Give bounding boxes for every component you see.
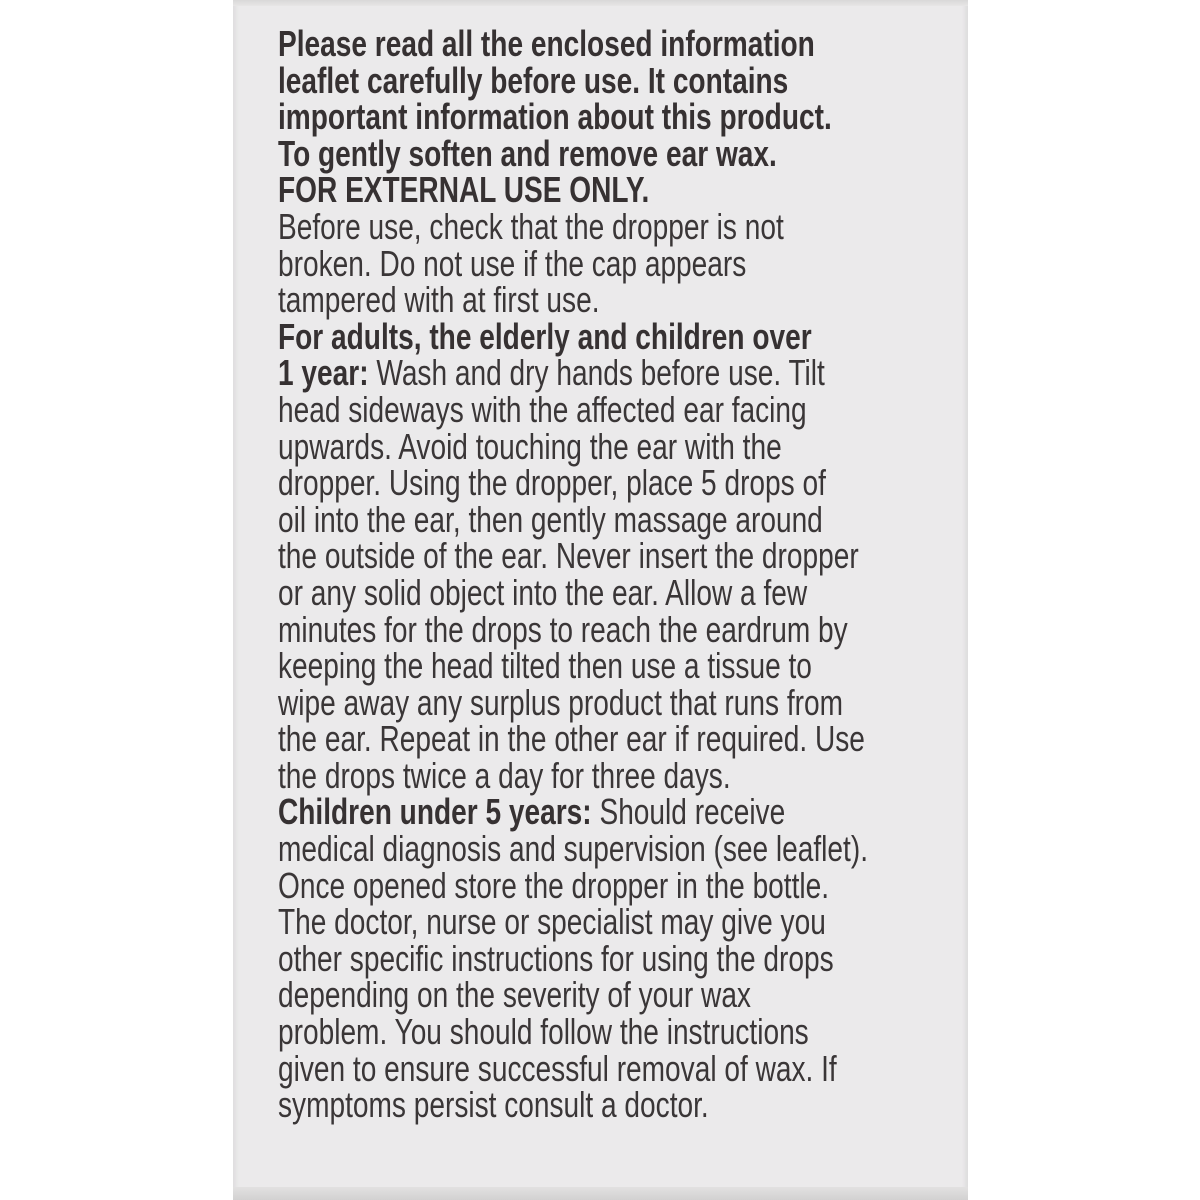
text-segment: wipe away any surplus product that runs from xyxy=(278,681,843,723)
text-segment: oil into the ear, then gently massage around xyxy=(278,498,823,540)
text-segment: other specific instructions for using the drops xyxy=(278,937,834,979)
text-line xyxy=(278,974,941,1016)
text-line xyxy=(278,96,941,138)
text-line xyxy=(278,279,941,321)
text-line xyxy=(278,462,941,504)
text-line xyxy=(278,791,941,833)
text-segment: depending on the severity of your wax xyxy=(278,974,751,1016)
text-line xyxy=(278,352,941,394)
panel-bottom-edge xyxy=(233,1187,968,1200)
bold-text-segment: leaflet carefully before use. It contains xyxy=(278,59,789,101)
text-line xyxy=(278,59,941,101)
text-line xyxy=(278,937,941,979)
text-line xyxy=(278,754,941,796)
text-line xyxy=(278,645,941,687)
text-segment: Once opened store the dropper in the bottle. xyxy=(278,864,830,906)
text-line xyxy=(278,1084,941,1126)
text-segment: broken. Do not use if the cap appears xyxy=(278,242,747,284)
package-information-panel xyxy=(233,0,968,1200)
text-segment: symptoms persist consult a doctor. xyxy=(278,1084,709,1126)
text-line xyxy=(278,681,941,723)
text-segment: medical diagnosis and supervision (see leaflet). xyxy=(278,828,868,870)
text-segment: keeping the head tilted then use a tissue to xyxy=(278,645,812,687)
text-line xyxy=(278,23,941,64)
text-segment: problem. You should follow the instructions xyxy=(278,1011,809,1053)
text-segment: The doctor, nurse or specialist may give you xyxy=(278,901,826,943)
text-segment: Before use, check that the dropper is not xyxy=(278,205,784,247)
text-line xyxy=(278,315,941,357)
text-line xyxy=(278,498,941,540)
text-line xyxy=(278,535,941,577)
text-line xyxy=(278,608,941,650)
text-line xyxy=(278,132,941,174)
text-line xyxy=(278,901,941,943)
bold-text-segment: Children under 5 years: xyxy=(278,791,592,833)
text-segment: Should receive xyxy=(591,791,786,833)
label-text xyxy=(278,23,941,1126)
bold-text-segment: To gently soften and remove ear wax. xyxy=(278,132,777,174)
text-line xyxy=(278,828,941,870)
bold-text-segment: FOR EXTERNAL USE ONLY. xyxy=(278,169,650,211)
text-line xyxy=(278,864,941,906)
text-segment: dropper. Using the dropper, place 5 drops of xyxy=(278,462,826,504)
panel-top-edge xyxy=(233,0,968,6)
text-line xyxy=(278,1047,941,1089)
bold-text-segment: 1 year: xyxy=(278,352,369,394)
bold-text-segment: For adults, the elderly and children over xyxy=(278,315,812,357)
text-segment: minutes for the drops to reach the eardrum by xyxy=(278,608,848,650)
text-segment: given to ensure successful removal of wax. If xyxy=(278,1047,837,1089)
text-line xyxy=(278,388,941,430)
text-segment: the drops twice a day for three days. xyxy=(278,754,731,796)
text-line xyxy=(278,571,941,613)
text-segment: tampered with at first use. xyxy=(278,279,600,321)
text-segment: upwards. Avoid touching the ear with the xyxy=(278,425,782,467)
text-line xyxy=(278,205,941,247)
text-line xyxy=(278,718,941,760)
text-segment: the ear. Repeat in the other ear if required. Use xyxy=(278,718,865,760)
text-segment: or any solid object into the ear. Allow a few xyxy=(278,571,808,613)
text-line xyxy=(278,1011,941,1053)
text-line xyxy=(278,242,941,284)
text-segment: the outside of the ear. Never insert the dropper xyxy=(278,535,859,577)
bold-text-segment: important information about this product. xyxy=(278,96,832,138)
text-segment: Wash and dry hands before use. Tilt xyxy=(368,352,825,394)
text-line xyxy=(278,169,941,211)
text-segment: head sideways with the affected ear facing xyxy=(278,388,807,430)
bold-text-segment: Please read all the enclosed information xyxy=(278,23,815,64)
text-line xyxy=(278,425,941,467)
